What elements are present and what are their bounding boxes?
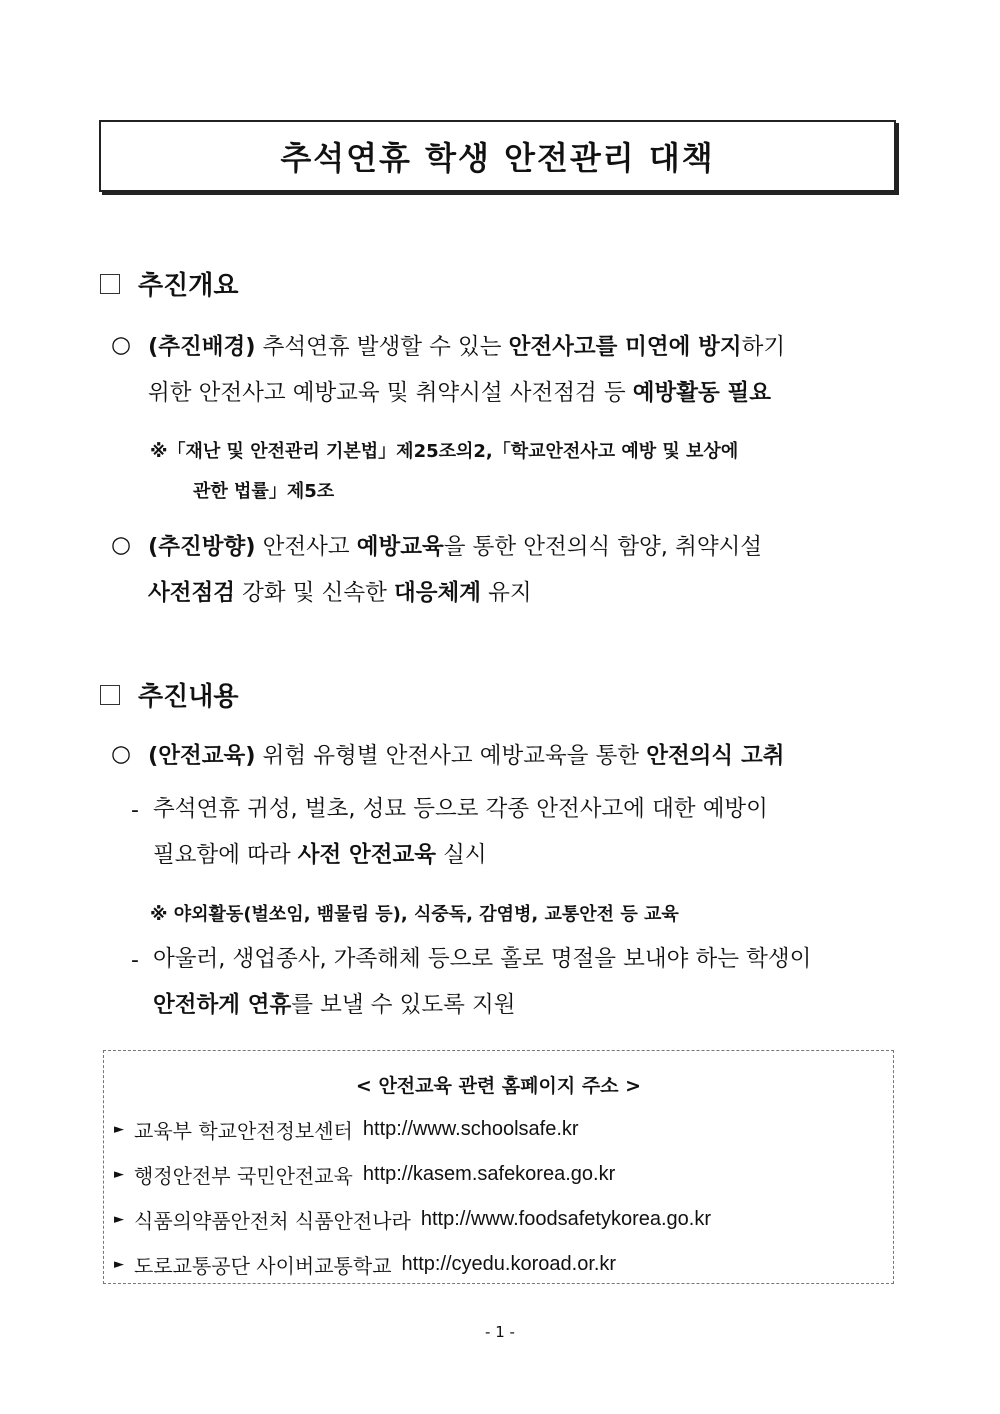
background-line-1 <box>148 336 785 359</box>
link-item <box>114 1250 616 1279</box>
direction-line-2 <box>148 582 532 605</box>
section-content-label: 추진내용 <box>138 682 239 712</box>
link-name: 식품의약품안전처 식품안전나라 <box>134 1209 411 1233</box>
direction-bold-2: 사전점검 <box>148 580 235 606</box>
link-url[interactable]: http://www.foodsafetykorea.go.kr <box>420 1208 711 1230</box>
link-item <box>114 1205 711 1234</box>
dash2-bold-1: 안전하게 연휴 <box>153 992 292 1018</box>
background-label: (추진배경) <box>148 334 256 360</box>
triangle-bullet-icon: ► <box>114 1257 124 1272</box>
law-note-line-2: 관한 법률」제5조 <box>193 481 335 502</box>
dash-bullet-icon: - <box>131 948 139 973</box>
dash1-line-1: 추석연휴 귀성, 벌초, 성묘 등으로 각종 안전사고에 대한 예방이 <box>153 796 768 822</box>
link-url[interactable]: http://kasem.safekorea.go.kr <box>362 1163 616 1185</box>
link-url[interactable]: http://www.schoolsafe.kr <box>362 1118 579 1140</box>
direction-bold-1: 예방교육 <box>356 534 444 560</box>
link-name: 도로교통공단 사이버교통학교 <box>134 1254 392 1278</box>
direction-text-2: 을 통한 안전의식 함양, 취약시설 <box>443 534 763 560</box>
triangle-bullet-icon: ► <box>114 1167 124 1182</box>
education-label: (안전교육) <box>148 743 256 769</box>
background-text-1: 추석연휴 발생할 수 있는 <box>255 334 509 360</box>
links-box-title: < 안전교육 관련 홈페이지 주소 > <box>355 1075 642 1097</box>
dash2-line-1: 아울러, 생업종사, 가족해체 등으로 홀로 명절을 보내야 하는 학생이 <box>153 946 812 972</box>
document-title: 추석연휴 학생 안전관리 대책 <box>280 139 715 177</box>
activity-note: ※ 야외활동(벌쏘임, 뱀물림 등), 식중독, 감염병, 교통안전 등 교육 <box>150 904 679 925</box>
triangle-bullet-icon: ► <box>114 1122 124 1137</box>
dash-bullet-icon: - <box>131 798 139 823</box>
dash1-text-2: 실시 <box>435 842 487 868</box>
direction-text-4: 유지 <box>480 580 532 606</box>
circle-bullet-icon: ○ <box>111 532 132 558</box>
page-number: - 1 - <box>485 1323 515 1341</box>
link-name: 교육부 학교안전정보센터 <box>134 1119 353 1143</box>
circle-bullet-icon: ○ <box>111 332 132 358</box>
dash1-bold-1: 사전 안전교육 <box>297 842 436 868</box>
direction-label: (추진방향) <box>148 534 256 560</box>
link-item <box>114 1160 615 1189</box>
section-content <box>100 676 238 713</box>
checkbox-icon <box>100 274 120 294</box>
direction-line-1 <box>148 536 762 559</box>
direction-bold-3: 대응체계 <box>393 580 481 606</box>
background-bold-1: 안전사고를 미연에 방지 <box>508 334 742 360</box>
checkbox-icon <box>100 685 120 705</box>
education-bold-1: 안전의식 고취 <box>646 743 785 769</box>
direction-text-3: 강화 및 신속한 <box>234 580 394 606</box>
background-text-3: 위한 안전사고 예방교육 및 취약시설 사전점검 등 <box>148 380 633 406</box>
dash1-line-2 <box>153 844 487 867</box>
education-text-1: 위험 유형별 안전사고 예방교육을 통한 <box>255 743 647 769</box>
link-name: 행정안전부 국민안전교육 <box>134 1164 353 1188</box>
law-note-line-1: ※「재난 및 안전관리 기본법」제25조의2,「학교안전사고 예방 및 보상에 <box>150 441 739 462</box>
background-line-2 <box>148 382 771 405</box>
circle-bullet-icon: ○ <box>111 741 132 767</box>
link-item <box>114 1115 579 1144</box>
background-text-2: 하기 <box>741 334 786 360</box>
triangle-bullet-icon: ► <box>114 1212 124 1227</box>
education-line <box>148 745 784 768</box>
section-overview <box>100 265 238 302</box>
link-url[interactable]: http://cyedu.koroad.or.kr <box>401 1253 617 1275</box>
dash1-text-1: 필요함에 따라 <box>153 842 298 868</box>
background-bold-2: 예방활동 필요 <box>632 380 772 406</box>
direction-text-1: 안전사고 <box>255 534 357 560</box>
section-overview-label: 추진개요 <box>138 271 239 301</box>
dash2-text-1: 를 보낼 수 있도록 지원 <box>291 992 516 1018</box>
links-box <box>103 1050 894 1284</box>
dash2-line-2 <box>153 994 515 1017</box>
title-box <box>99 120 896 192</box>
